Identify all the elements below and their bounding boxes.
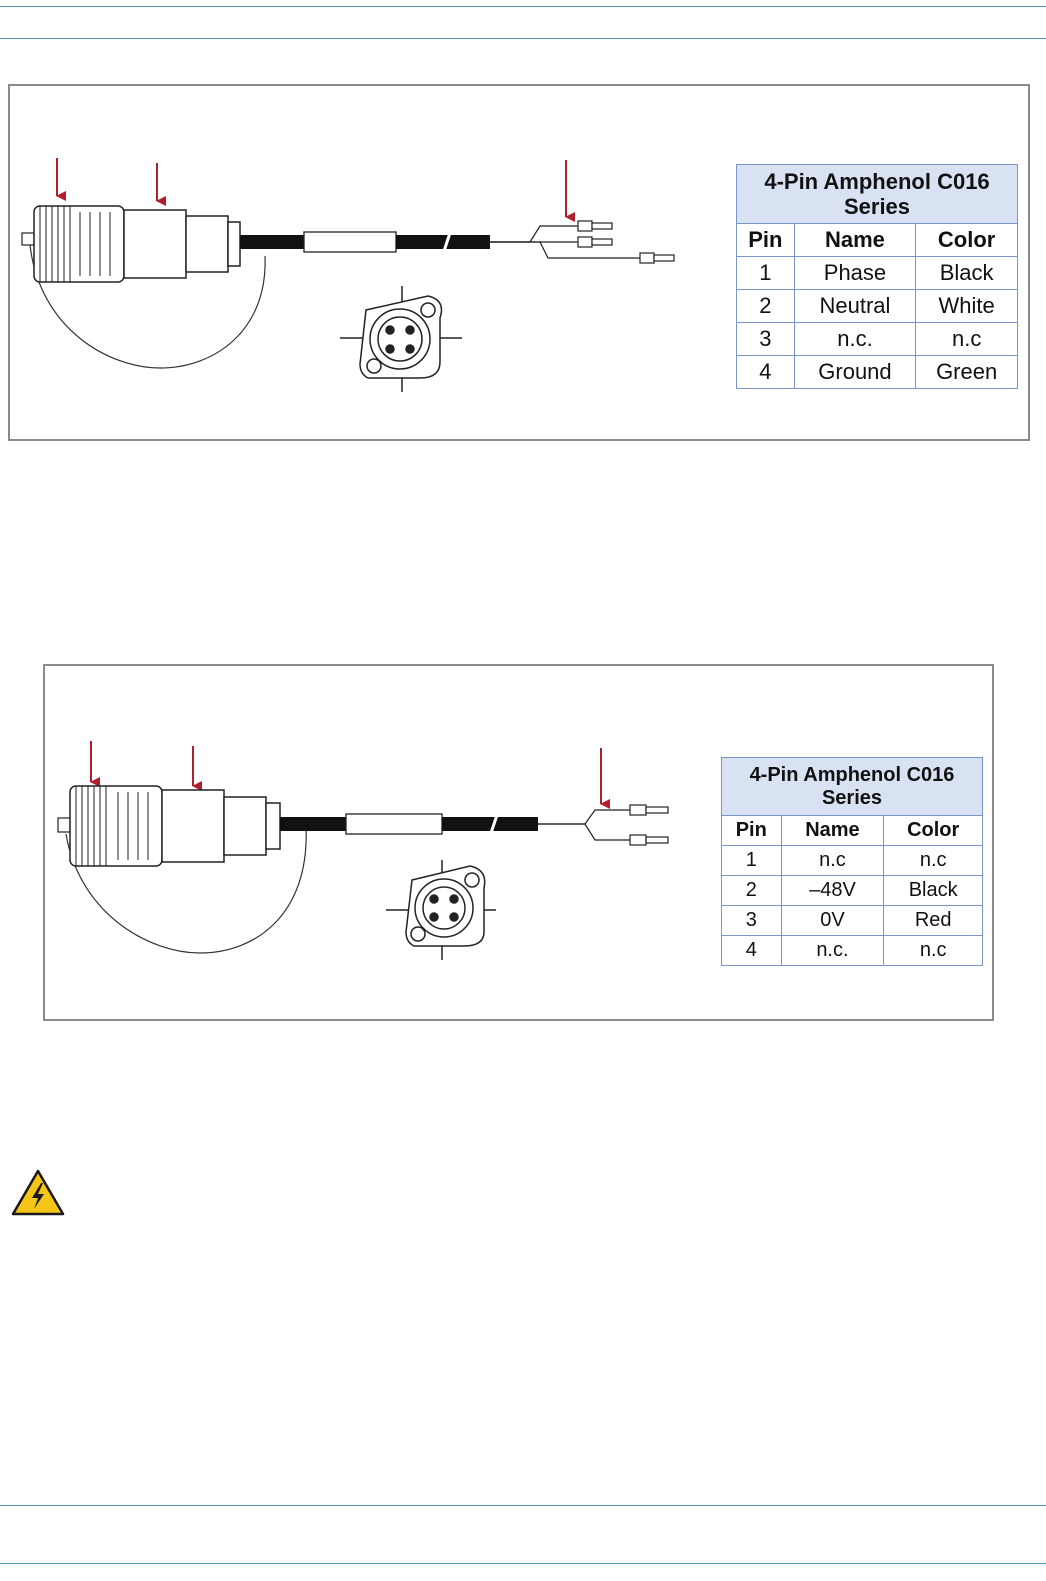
- electrical-hazard-warning-icon: [10, 1168, 66, 1218]
- pin-table-dc: [721, 757, 983, 966]
- color-cell: White: [916, 290, 1018, 323]
- name-cell: n.c: [781, 846, 884, 876]
- pin-cell: 2: [722, 876, 782, 906]
- pin-cell: 4: [722, 936, 782, 966]
- name-cell: Neutral: [794, 290, 916, 323]
- column-header-color: Color: [916, 224, 1018, 257]
- table-title: 4-Pin Amphenol C016 Series: [722, 758, 983, 816]
- color-cell: n.c: [916, 323, 1018, 356]
- color-cell: Red: [884, 906, 983, 936]
- pin-cell: 3: [722, 906, 782, 936]
- color-cell: n.c: [884, 936, 983, 966]
- name-cell: n.c.: [781, 936, 884, 966]
- color-cell: Green: [916, 356, 1018, 389]
- column-header-pin: Pin: [737, 224, 795, 257]
- footer-rule-bottom: [0, 1563, 1046, 1564]
- color-cell: Black: [884, 876, 983, 906]
- footer-rule-top: [0, 1505, 1046, 1506]
- color-cell: Black: [916, 257, 1018, 290]
- name-cell: Phase: [794, 257, 916, 290]
- table-row: [722, 936, 983, 966]
- color-cell: n.c: [884, 846, 983, 876]
- table-row: [722, 846, 983, 876]
- pin-cell: 3: [737, 323, 795, 356]
- pin-cell: 1: [737, 257, 795, 290]
- column-header-name: Name: [794, 224, 916, 257]
- column-header-color: Color: [884, 816, 983, 846]
- receptacle-front-view-icon: [386, 860, 496, 960]
- name-cell: 0V: [781, 906, 884, 936]
- pin-cell: 1: [722, 846, 782, 876]
- column-header-pin: Pin: [722, 816, 782, 846]
- name-cell: n.c.: [794, 323, 916, 356]
- column-header-name: Name: [781, 816, 884, 846]
- table-row: [722, 906, 983, 936]
- name-cell: –48V: [781, 876, 884, 906]
- table-title: 4-Pin Amphenol C016 Series: [737, 165, 1018, 224]
- pin-cell: 2: [737, 290, 795, 323]
- name-cell: Ground: [794, 356, 916, 389]
- pin-cell: 4: [737, 356, 795, 389]
- table-row: [722, 876, 983, 906]
